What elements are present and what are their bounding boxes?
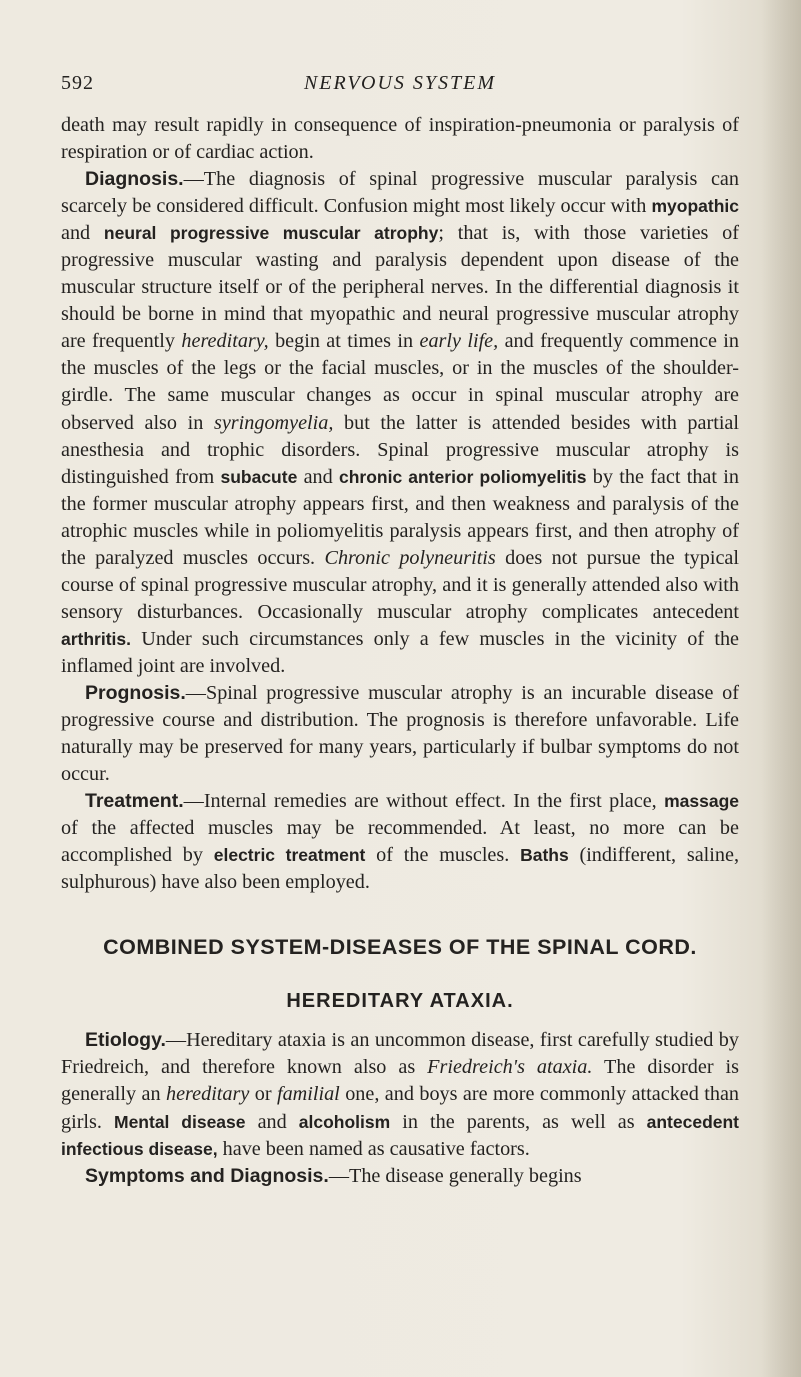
text-run: and frequently commence in the muscles of the legs or the facial muscles, or in the muscles of the shoulder-girdle. The same muscular changes as occur in spinal muscular atrophy are observed also in: [61, 330, 739, 434]
text-run: in the parents, as well as: [390, 1110, 647, 1133]
text-run: have been named as causative factors.: [217, 1137, 530, 1160]
text-run: (indifferent, saline, sulphurous) have also been employed.: [61, 844, 739, 894]
bold-term: neural progressive muscular atrophy: [103, 223, 439, 244]
paragraph-continuation: [61, 112, 739, 166]
page-number: 592: [61, 72, 94, 94]
text-run: ; that is, with those varieties of progressive muscular wasting and paralysis dependent upon disease of the muscular structure itself or of the peripheral nerves. In the differential diagnosis it should be borne in mind that myopathic and neural progressive muscular atrophy are frequently: [61, 222, 739, 353]
paragraph-diagnosis: [61, 166, 739, 680]
sidehead-symptoms: Symptoms and Diagnosis.: [85, 1164, 329, 1187]
text-run: The disorder is generally an: [61, 1056, 739, 1106]
text-run: one, and boys are more commonly attacked than girls.: [61, 1083, 740, 1133]
sidehead-prognosis: Prognosis.: [85, 681, 186, 704]
text-run: but the latter is attended besides with partial anesthesia and trophic disorders. Spinal progressive muscular atrophy is distinguished from: [61, 411, 739, 488]
text-run: and: [297, 465, 339, 488]
text-run: Under such circumstances only a few muscles in the vicinity of the inflamed joint are involved.: [61, 627, 739, 677]
text-run: begin at times in: [268, 330, 420, 353]
body-text-2: [61, 1027, 739, 1189]
sidehead-diagnosis: Diagnosis.: [85, 168, 184, 191]
sidehead-treatment: Treatment.: [85, 790, 184, 813]
running-head: [61, 72, 739, 112]
text-run: of the affected muscles may be recommended. At least, no more can be accomplished by: [61, 817, 739, 867]
text-run: —The disease generally begins: [328, 1164, 582, 1187]
bold-term: Mental disease: [114, 1111, 246, 1132]
italic-term: hereditary: [165, 1083, 250, 1106]
text-run: by the fact that in the former muscular atrophy appears first, and then weakness and paralysis of the atrophic muscles while in poliomyelitis paralysis appears first, and then atrophy of the paralyzed muscles occurs.: [61, 465, 739, 569]
bold-term: myopathic: [651, 196, 739, 217]
paragraph-etiology: [61, 1027, 739, 1162]
text-run: —Spinal progressive muscular atrophy is an incurable disease of progressive course and distribution. The prognosis is therefore unfavorable. Life naturally may be preserved for many years, particularly if bulbar symptoms do not occur.: [61, 681, 739, 786]
italic-term: early life,: [419, 330, 499, 353]
bold-term: Baths: [520, 845, 569, 866]
text-run: —Hereditary ataxia is an uncommon disease, first carefully studied by Friedreich, and therefore known also as: [61, 1029, 739, 1079]
bold-term: arthritis.: [61, 628, 132, 649]
section-title: COMBINED SYSTEM-DISEASES OF THE SPINAL CORD.: [103, 935, 697, 960]
paragraph-text: death may result rapidly in consequence of inspiration-pneumonia or paralysis of respiration or of cardiac action.: [61, 114, 739, 164]
running-title: NERVOUS SYSTEM: [303, 72, 497, 94]
text-run: —The diagnosis of spinal progressive muscular paralysis can scarcely be considered difficult. Confusion might most likely occur with: [61, 168, 739, 218]
sidehead-etiology: Etiology.: [85, 1029, 166, 1052]
text-run: or: [249, 1083, 277, 1106]
bold-term: antecedent infectious disease,: [61, 1111, 740, 1159]
section-subtitle: HEREDITARY ATAXIA.: [286, 990, 514, 1013]
bold-term: alcoholism: [298, 1111, 391, 1132]
text-run: —Internal remedies are without effect. In the first place,: [183, 790, 665, 813]
bold-term: massage: [664, 791, 739, 812]
italic-term: Friedreich's ataxia.: [427, 1056, 593, 1079]
bold-term: chronic anterior poliomyelitis: [339, 466, 587, 487]
italic-term: familial: [276, 1083, 340, 1106]
bold-term: subacute: [220, 466, 298, 487]
paragraph-treatment: [61, 788, 739, 896]
text-run: does not pursue the typical course of spinal progressive muscular atrophy, and it is generally attended also with sensory disturbances. Occasionally muscular atrophy complicates antecedent: [61, 546, 740, 623]
italic-term: hereditary,: [181, 330, 269, 353]
italic-term: syringomyelia,: [213, 411, 334, 434]
italic-term: Chronic polyneuritis: [324, 546, 496, 569]
paragraph-symptoms: [61, 1163, 739, 1190]
text-run: of the muscles.: [365, 844, 521, 867]
bold-term: electric treatment: [213, 845, 366, 866]
body-text: [61, 112, 739, 896]
text-run: and: [61, 222, 104, 245]
page-edge-shadow: [761, 0, 801, 1377]
text-run: and: [245, 1110, 299, 1133]
paragraph-prognosis: [61, 680, 739, 788]
